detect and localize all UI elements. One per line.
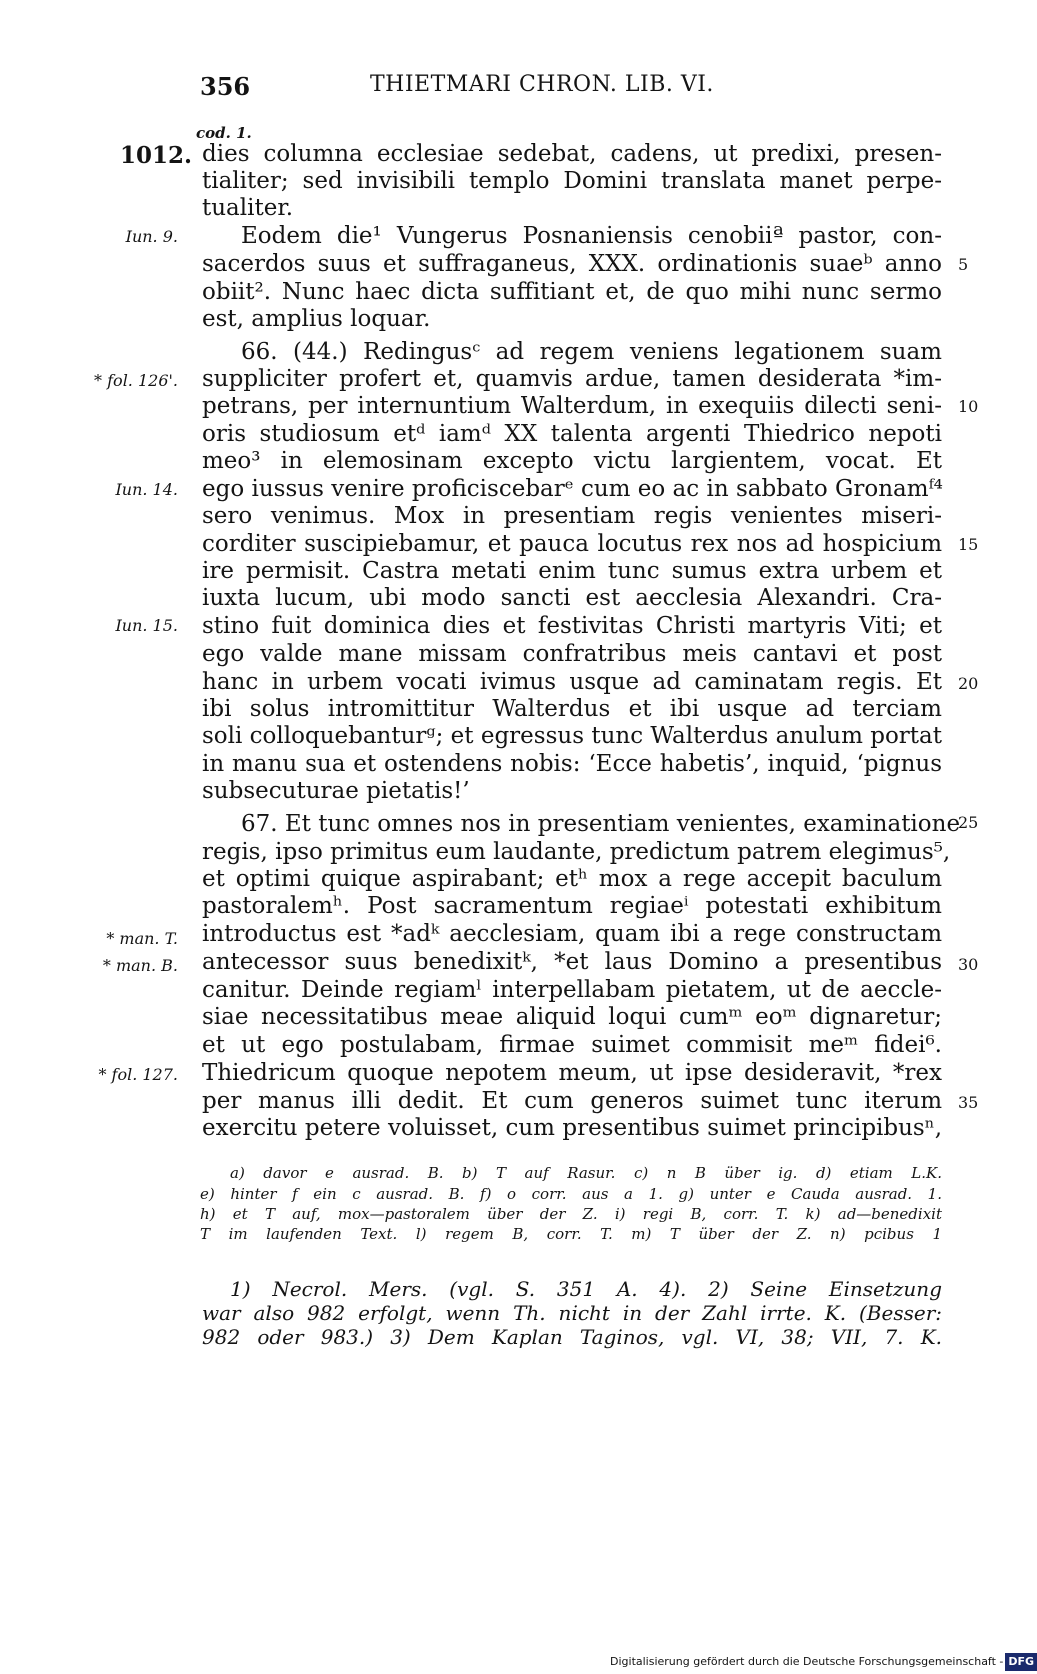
line-number: 35 (958, 1093, 979, 1112)
text-line: pastoralemʰ. Post sacramentum regiaeⁱ potestati exhibitum (202, 893, 942, 919)
text-line: per manus illi dedit. Et cum generos suimet tunc iterum (202, 1088, 942, 1114)
text-line: introductus est *adᵏ aecclesiam, quam ibi a rege constructam (202, 921, 942, 947)
text-line: et ut ego postulabam, firmae suimet commisit meᵐ fidei⁶. (202, 1032, 942, 1058)
text-line: iuxta lucum, ubi modo sancti est aecclesia Alexandri. Cra- (202, 585, 942, 611)
text-line: et optimi quique aspirabant; etʰ mox a rege accepit baculum (202, 866, 942, 892)
text-line: exercitu petere voluisset, cum presentibus suimet principibusⁿ, (202, 1115, 942, 1141)
text-line: Thiedricum quoque nepotem meum, ut ipse desideravit, *rex (202, 1060, 942, 1086)
margin-hand-b: * man. B. (102, 956, 178, 975)
text-line: sacerdos suus et suffraganeus, XXX. ordinationis suaeᵇ anno (202, 251, 942, 277)
codex-note: cod. 1. (196, 124, 252, 142)
line-number: 15 (958, 535, 979, 554)
line-number: 20 (958, 674, 979, 693)
text-line: antecessor suus benedixitᵏ, *et laus Domino a presentibus (202, 949, 942, 975)
text-line: petrans, per internuntium Walterdum, in exequiis dilecti seni- (202, 393, 942, 419)
margin-date-iun14: Iun. 14. (115, 480, 178, 499)
text-line: meo³ in elemosinam excepto victu largientem, vocat. Et (202, 448, 942, 474)
text-line: siae necessitatibus meae aliquid loqui cumᵐ eoᵐ dignaretur; (202, 1004, 942, 1030)
page-header (200, 72, 760, 108)
text-line: 67. Et tunc omnes nos in presentiam venientes, examinatione (241, 811, 961, 837)
text-line: 66. (44.) Redingusᶜ ad regem veniens legationem suam (241, 339, 942, 365)
margin-folio-127: * fol. 127. (98, 1065, 178, 1084)
footer-text: Digitalisierung gefördert durch die Deutsche Forschungsgemeinschaft - (610, 1655, 1004, 1668)
text-line: ego iussus venire proficiscebarᵉ cum eo ac in sabbato Gronamᶠ⁴ (202, 476, 943, 502)
text-line: Eodem die¹ Vungerus Posnaniensis cenobiiª pastor, con- (241, 223, 942, 249)
line-number: 5 (958, 255, 969, 274)
text-line: corditer suscipiebamur, et pauca locutus rex nos ad hospicium (202, 531, 942, 557)
running-title: THIETMARI CHRON. LIB. VI. (370, 72, 714, 97)
text-line: dies columna ecclesiae sedebat, cadens, ut predixi, presen- (202, 141, 942, 167)
text-line: suppliciter profert et, quamvis ardue, tamen desiderata *im- (202, 366, 942, 392)
text-line: tialiter; sed invisibili templo Domini translata manet perpe- (202, 168, 942, 194)
text-line: in manu sua et ostendens nobis: ‘Ecce habetis’, inquid, ‘pignus (202, 751, 942, 777)
text-line: subsecuturae pietatis!’ (202, 778, 470, 804)
margin-date-iun9: Iun. 9. (125, 227, 178, 246)
margin-date-iun15: Iun. 15. (115, 616, 178, 635)
line-number: 10 (958, 397, 979, 416)
text-line: ego valde mane missam confratribus meis cantavi et post (202, 641, 942, 667)
text-line: ire permisit. Castra metati enim tunc sumus extra urbem et (202, 558, 942, 584)
margin-folio-126v: * fol. 126'. (94, 371, 178, 390)
page-number: 356 (200, 72, 251, 101)
margin-year: 1012. (120, 142, 193, 169)
text-line: soli colloquebanturᵍ; et egressus tunc Walterdus anulum portat (202, 723, 942, 749)
text-line: oris studiosum etᵈ iamᵈ XX talenta argenti Thiedrico nepoti (202, 421, 942, 447)
text-line: tualiter. (202, 195, 294, 221)
apparatus-line: h) et T auf, mox—pastoralem über der Z. i) regi B, corr. T. k) ad—benedixit (200, 1205, 942, 1223)
text-line: sero venimus. Mox in presentiam regis venientes miseri- (202, 503, 942, 529)
line-number: 25 (958, 813, 979, 832)
text-line: regis, ipso primitus eum laudante, predictum patrem elegimus⁵, (202, 839, 951, 865)
dfg-logo-icon: DFG (1005, 1653, 1037, 1671)
text-line: est, amplius loquar. (202, 306, 431, 332)
digitization-footer (610, 1653, 1035, 1671)
apparatus-line: e) hinter f ein c ausrad. B. f) o corr. aus a 1. g) unter e Cauda ausrad. 1. (200, 1185, 942, 1203)
apparatus-line: T im laufenden Text. l) regem B, corr. T. m) T über der Z. n) pcibus 1 (200, 1225, 942, 1243)
text-line: hanc in urbem vocati ivimus usque ad caminatam regis. Et (202, 669, 942, 695)
apparatus-line: a) davor e ausrad. B. b) T auf Rasur. c) n B über ig. d) etiam L.K. (230, 1164, 942, 1182)
note-line: war also 982 erfolgt, wenn Th. nicht in der Zahl irrte. K. (Besser: (202, 1301, 942, 1325)
text-line: canitur. Deinde regiamˡ interpellabam pietatem, ut de aeccle- (202, 977, 942, 1003)
text-line: ibi solus intromittitur Walterdus et ibi usque ad terciam (202, 696, 942, 722)
note-line: 1) Necrol. Mers. (vgl. S. 351 A. 4). 2) Seine Einsetzung (230, 1277, 942, 1301)
note-line: 982 oder 983.) 3) Dem Kaplan Taginos, vgl. VI, 38; VII, 7. K. (202, 1325, 942, 1349)
text-line: obiit². Nunc haec dicta suffitiant et, de quo mihi nunc sermo (202, 279, 942, 305)
line-number: 30 (958, 955, 979, 974)
text-line: stino fuit dominica dies et festivitas Christi martyris Viti; et (202, 613, 942, 639)
margin-hand-t: * man. T. (106, 929, 178, 948)
